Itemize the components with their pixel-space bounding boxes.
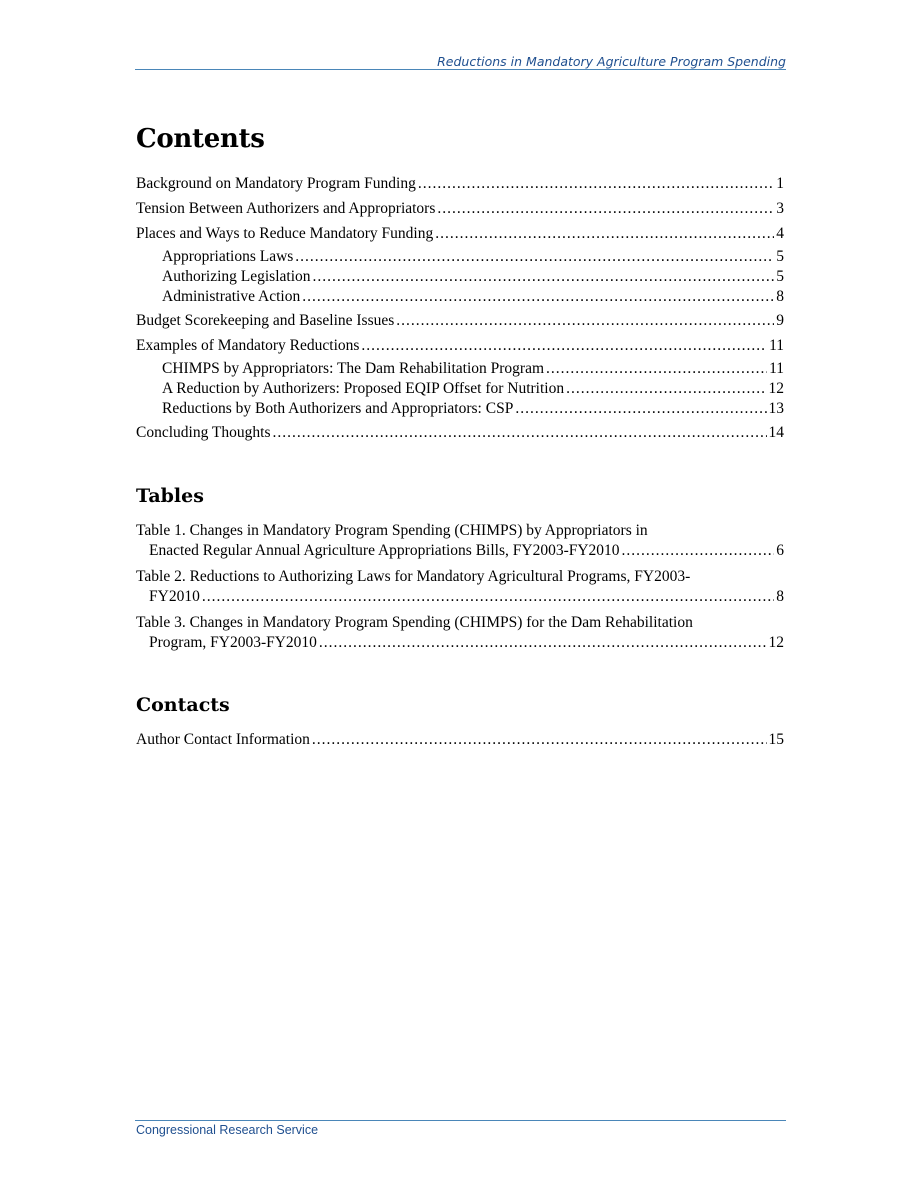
toc-entry-title: Tension Between Authorizers and Appropriators: [136, 200, 436, 217]
table-entry-page: 6: [776, 542, 784, 559]
toc-entry-title: A Reduction by Authorizers: Proposed EQIP Offset for Nutrition: [162, 380, 565, 397]
table-entry-title: Table 1. Changes in Mandatory Program Spending (CHIMPS) by Appropriators in: [136, 522, 648, 539]
toc-entry-title: Background on Mandatory Program Funding: [136, 175, 416, 192]
table-list-entry[interactable]: [136, 521, 784, 561]
toc-entry[interactable]: [136, 311, 784, 331]
toc-entry[interactable]: [136, 174, 784, 194]
toc-entry-title: Reductions by Both Authorizers and Appropriators: CSP: [162, 400, 514, 417]
table-entry-title: Table 3. Changes in Mandatory Program Spending (CHIMPS) for the Dam Rehabilitation: [136, 614, 693, 631]
dot-leader: [312, 730, 767, 750]
toc-subentry[interactable]: [136, 247, 784, 267]
toc-body: [136, 124, 784, 750]
table-entry-continuation: [136, 587, 784, 607]
toc-subentry[interactable]: [136, 287, 784, 307]
toc-entry-title: Appropriations Laws: [162, 248, 294, 265]
toc-entry[interactable]: [136, 336, 784, 356]
toc-entry-title: CHIMPS by Appropriators: The Dam Rehabilitation Program: [162, 360, 545, 377]
toc-entry[interactable]: [136, 199, 784, 219]
table-entry-title-cont: Enacted Regular Annual Agriculture Appropriations Bills, FY2003-FY2010: [149, 542, 620, 559]
toc-subentry[interactable]: [136, 267, 784, 287]
toc-entry-page: 12: [768, 380, 784, 397]
dot-leader: [361, 336, 767, 356]
dot-leader: [295, 247, 774, 267]
toc-entry-page: 15: [768, 731, 784, 748]
table-entry-continuation: [136, 541, 784, 561]
dot-leader: [313, 267, 775, 287]
table-entry-continuation: [136, 633, 784, 653]
dot-leader: [566, 379, 766, 399]
header-rule: [135, 69, 786, 70]
table-entry-title: Table 2. Reductions to Authorizing Laws for Mandatory Agricultural Programs, FY2003-: [136, 568, 691, 585]
footer-organization: Congressional Research Service: [136, 1123, 319, 1137]
toc-entry-page: 11: [769, 360, 784, 377]
dot-leader: [435, 224, 774, 244]
contacts-heading: Contacts: [136, 694, 230, 716]
toc-entry-page: 13: [768, 400, 784, 417]
toc-entry-title: Places and Ways to Reduce Mandatory Funding: [136, 225, 434, 242]
toc-entry[interactable]: [136, 224, 784, 244]
toc-subentry[interactable]: [136, 399, 784, 419]
table-entry-title-cont: Program, FY2003-FY2010: [149, 634, 317, 651]
table-entry-page: 12: [768, 634, 784, 651]
toc-entry-page: 11: [769, 337, 784, 354]
toc-subentry[interactable]: [136, 379, 784, 399]
footer-rule: [135, 1120, 786, 1121]
toc-entry-title: Examples of Mandatory Reductions: [136, 337, 360, 354]
toc-entry-page: 14: [768, 424, 784, 441]
dot-leader: [437, 199, 774, 219]
toc-entry-page: 5: [776, 248, 784, 265]
toc-entry-page: 4: [776, 225, 784, 242]
contacts-section: [136, 694, 784, 750]
dot-leader: [515, 399, 766, 419]
toc-entry-title: Authorizing Legislation: [162, 268, 311, 285]
toc-entry-title: Budget Scorekeeping and Baseline Issues: [136, 312, 395, 329]
toc-entry-title: Administrative Action: [162, 288, 301, 305]
toc-entry-page: 1: [776, 175, 784, 192]
toc-entry-page: 5: [776, 268, 784, 285]
tables-heading: Tables: [136, 485, 204, 507]
dot-leader: [202, 587, 774, 607]
toc-entry-title: Concluding Thoughts: [136, 424, 271, 441]
toc-entry[interactable]: [136, 730, 784, 750]
toc-entry[interactable]: [136, 423, 784, 443]
dot-leader: [272, 423, 766, 443]
dot-leader: [319, 633, 767, 653]
table-entry-page: 8: [776, 588, 784, 605]
toc-entry-title: Author Contact Information: [136, 731, 310, 748]
contents-heading: Contents: [136, 124, 265, 154]
table-list-entry[interactable]: [136, 613, 784, 653]
table-list-entry[interactable]: [136, 567, 784, 607]
dot-leader: [418, 174, 774, 194]
toc-entry-page: 8: [776, 288, 784, 305]
dot-leader: [546, 359, 767, 379]
dot-leader: [622, 541, 775, 561]
contents-section: [136, 124, 784, 443]
running-header: Reductions in Mandatory Agriculture Program Spending: [437, 54, 786, 69]
toc-entry-page: 3: [776, 200, 784, 217]
toc-subentry[interactable]: [136, 359, 784, 379]
table-entry-title-cont: FY2010: [149, 588, 200, 605]
dot-leader: [396, 311, 774, 331]
tables-section: [136, 485, 784, 653]
toc-entry-page: 9: [776, 312, 784, 329]
dot-leader: [302, 287, 774, 307]
